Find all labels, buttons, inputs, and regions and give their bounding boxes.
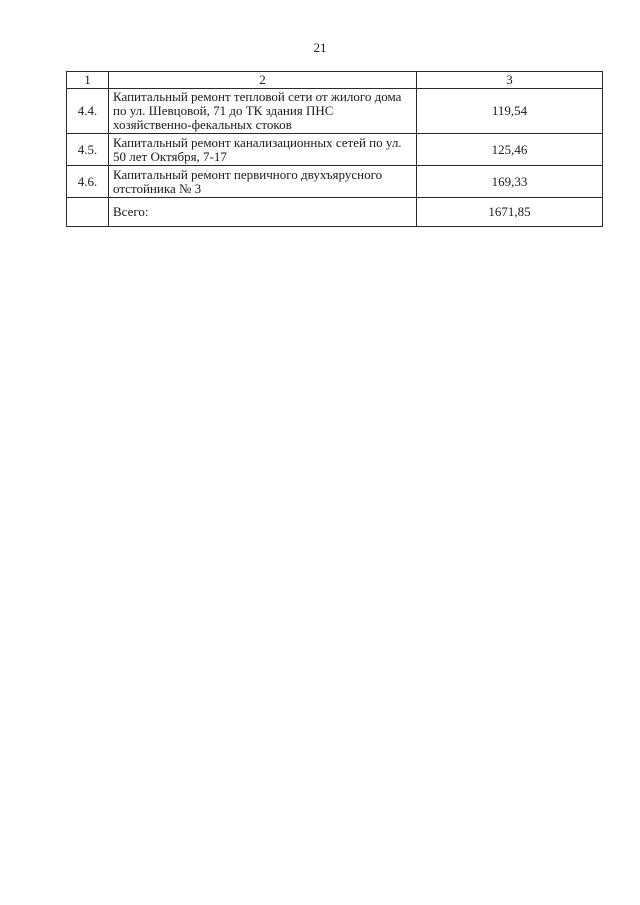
row-number: 4.4. <box>67 89 109 134</box>
column-header-1: 1 <box>67 72 109 89</box>
row-value: 169,33 <box>417 166 603 198</box>
row-description: Капитальный ремонт тепловой сети от жилого дома по ул. Шевцовой, 71 до ТК здания ПНС хозяйственно-фекальных стоков <box>109 89 417 134</box>
table-row <box>67 166 603 198</box>
summary-table <box>66 71 603 227</box>
table-row <box>67 89 603 134</box>
table-header-row <box>67 72 603 89</box>
row-value: 125,46 <box>417 134 603 166</box>
row-description: Капитальный ремонт первичного двухъярусного отстойника № 3 <box>109 166 417 198</box>
row-description: Капитальный ремонт канализационных сетей по ул. 50 лет Октября, 7-17 <box>109 134 417 166</box>
page-number: 21 <box>313 40 327 55</box>
total-row <box>67 198 603 227</box>
total-number <box>67 198 109 227</box>
table-row <box>67 134 603 166</box>
column-header-3: 3 <box>417 72 603 89</box>
total-value: 1671,85 <box>417 198 603 227</box>
row-number: 4.6. <box>67 166 109 198</box>
row-value: 119,54 <box>417 89 603 134</box>
row-number: 4.5. <box>67 134 109 166</box>
total-label: Всего: <box>109 198 417 227</box>
column-header-2: 2 <box>109 72 417 89</box>
